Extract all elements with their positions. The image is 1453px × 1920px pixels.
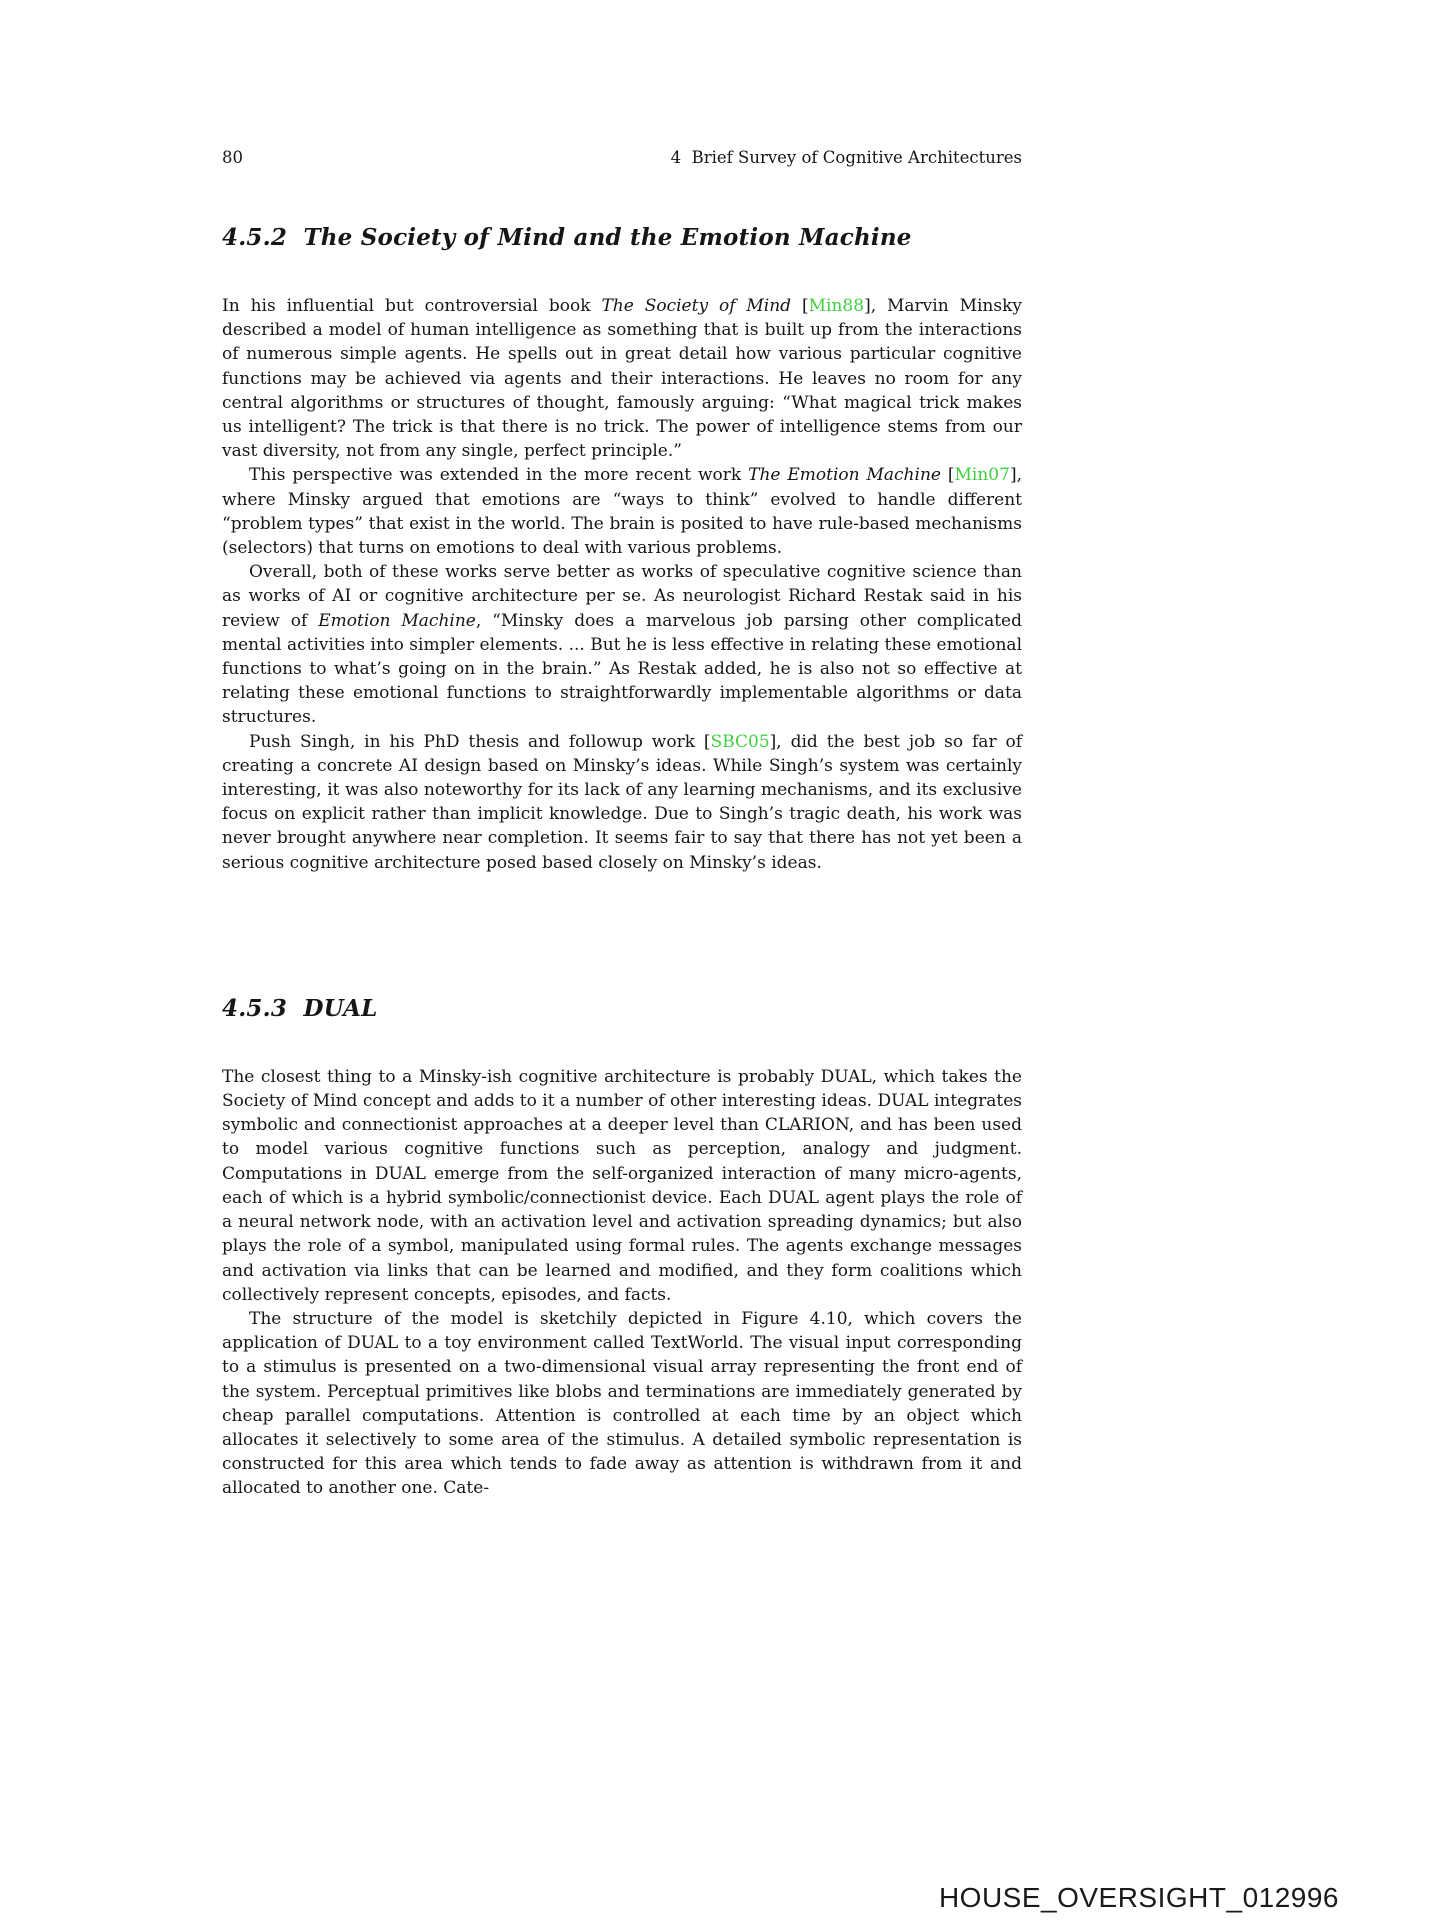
text-run: ], where Minsky argued that emotions are “ways to think” evolved to handle different “problem types” that exist in the world. The brain is posited to have rule-based mechanisms (selectors) that turns on emotions to deal with various problems. bbox=[222, 465, 1022, 559]
text-run: Push Singh, in his PhD thesis and followup work [ bbox=[249, 731, 711, 752]
text-run: ], did the best job so far of creating a concrete AI design based on Minsky’s ideas. While Singh’s system was certainly interesting, it was also noteworthy for its lack of any learning mechanisms, and its exclusive focus on explicit rather than implicit knowledge. Due to Singh’s tragic death, his work was never brought anywhere near completion. It seems fair to say that there has not yet been a serious cognitive architecture posed based closely on Minsky’s ideas. bbox=[222, 731, 1023, 873]
citation-link[interactable]: SBC05 bbox=[710, 731, 770, 752]
citation-link[interactable]: Min07 bbox=[954, 465, 1010, 486]
text-run: This perspective was extended in the more recent work bbox=[249, 465, 749, 486]
page-header bbox=[222, 148, 1022, 168]
text-run: [ bbox=[791, 296, 809, 316]
book-title-italic: Emotion Machine bbox=[318, 610, 476, 631]
book-title-italic: The Society of Mind bbox=[601, 296, 792, 316]
citation-link[interactable]: Min88 bbox=[808, 296, 865, 316]
section-heading-society-of-mind: 4.5.2 The Society of Mind and the Emotion Machine bbox=[222, 224, 912, 251]
running-title: 4 Brief Survey of Cognitive Architectures bbox=[670, 148, 1022, 167]
book-title-italic: The Emotion Machine bbox=[748, 465, 941, 486]
text-column bbox=[222, 148, 1022, 1501]
text-run: [ bbox=[940, 465, 955, 486]
page-number: 80 bbox=[222, 148, 243, 167]
text-run: In his influential but controversial book bbox=[222, 296, 602, 316]
text-run: Overall, both of these works serve better as works of speculative cognitive science than as works of AI or cognitive architecture per se. As neurologist Richard Restak said in his review of bbox=[222, 562, 1022, 631]
text-run: , “Minsky does a marvelous job parsing other complicated mental activities into simpler elements. ... But he is less effective in relating these emotional functions to what’s going on in the brain.” As Restak added, he is also not so effective at relating these emotional functions to straightforwardly implementable algorithms or data structures. bbox=[222, 610, 1022, 728]
paragraph bbox=[222, 463, 1022, 560]
paragraph bbox=[222, 1307, 1022, 1501]
paragraph bbox=[222, 560, 1022, 729]
watermark-bates-number: HOUSE_OVERSIGHT_012996 bbox=[938, 1882, 1339, 1913]
paragraph bbox=[222, 730, 1022, 875]
paragraph bbox=[222, 1065, 1022, 1307]
paragraph bbox=[222, 294, 1022, 463]
section-society-of-mind bbox=[222, 224, 1022, 875]
section-dual bbox=[222, 995, 1022, 1501]
text-run: ], Marvin Minsky described a model of human intelligence as something that is built up from the interactions of numerous simple agents. He spells out in great detail how various particular cognitive functions may be achieved via agents and their interactions. He leaves no room for any central algorithms or structures of thought, famously arguing: “What magical trick makes us intelligent? The trick is that there is no trick. The power of intelligence stems from our vast diversity, not from any single, perfect principle.” bbox=[222, 296, 1022, 462]
section-heading-dual: 4.5.3 DUAL bbox=[222, 994, 378, 1022]
text-run: The closest thing to a Minsky-ish cognitive architecture is probably DUAL, which takes the Society of Mind concept and adds to it a number of other interesting ideas. DUAL integrates symbolic and connectionist approaches at a deeper level than CLARION, and has been used to model various cognitive functions such as perception, analogy and judgment. Computations in DUAL emerge from the self-organized interaction of many micro-agents, each of which is a hybrid symbolic/connectionist device. Each DUAL agent plays the role of a neural network node, with an activation level and activation spreading dynamics; but also plays the role of a symbol, manipulated using formal rules. The agents exchange messages and activation via links that can be learned and modified, and they form coalitions which collectively represent concepts, episodes, and facts. bbox=[222, 1066, 1022, 1305]
text-run: The structure of the model is sketchily depicted in Figure 4.10, which covers the application of DUAL to a toy environment called TextWorld. The visual input corresponding to a stimulus is presented on a two-dimensional visual array representing the front end of the system. Perceptual primitives like blobs and terminations are immediately generated by cheap parallel computations. Attention is controlled at each time by an object which allocates it selectively to some area of the stimulus. A detailed symbolic representation is constructed for this area which tends to fade away as attention is withdrawn from it and allocated to another one. Cate- bbox=[222, 1308, 1022, 1499]
